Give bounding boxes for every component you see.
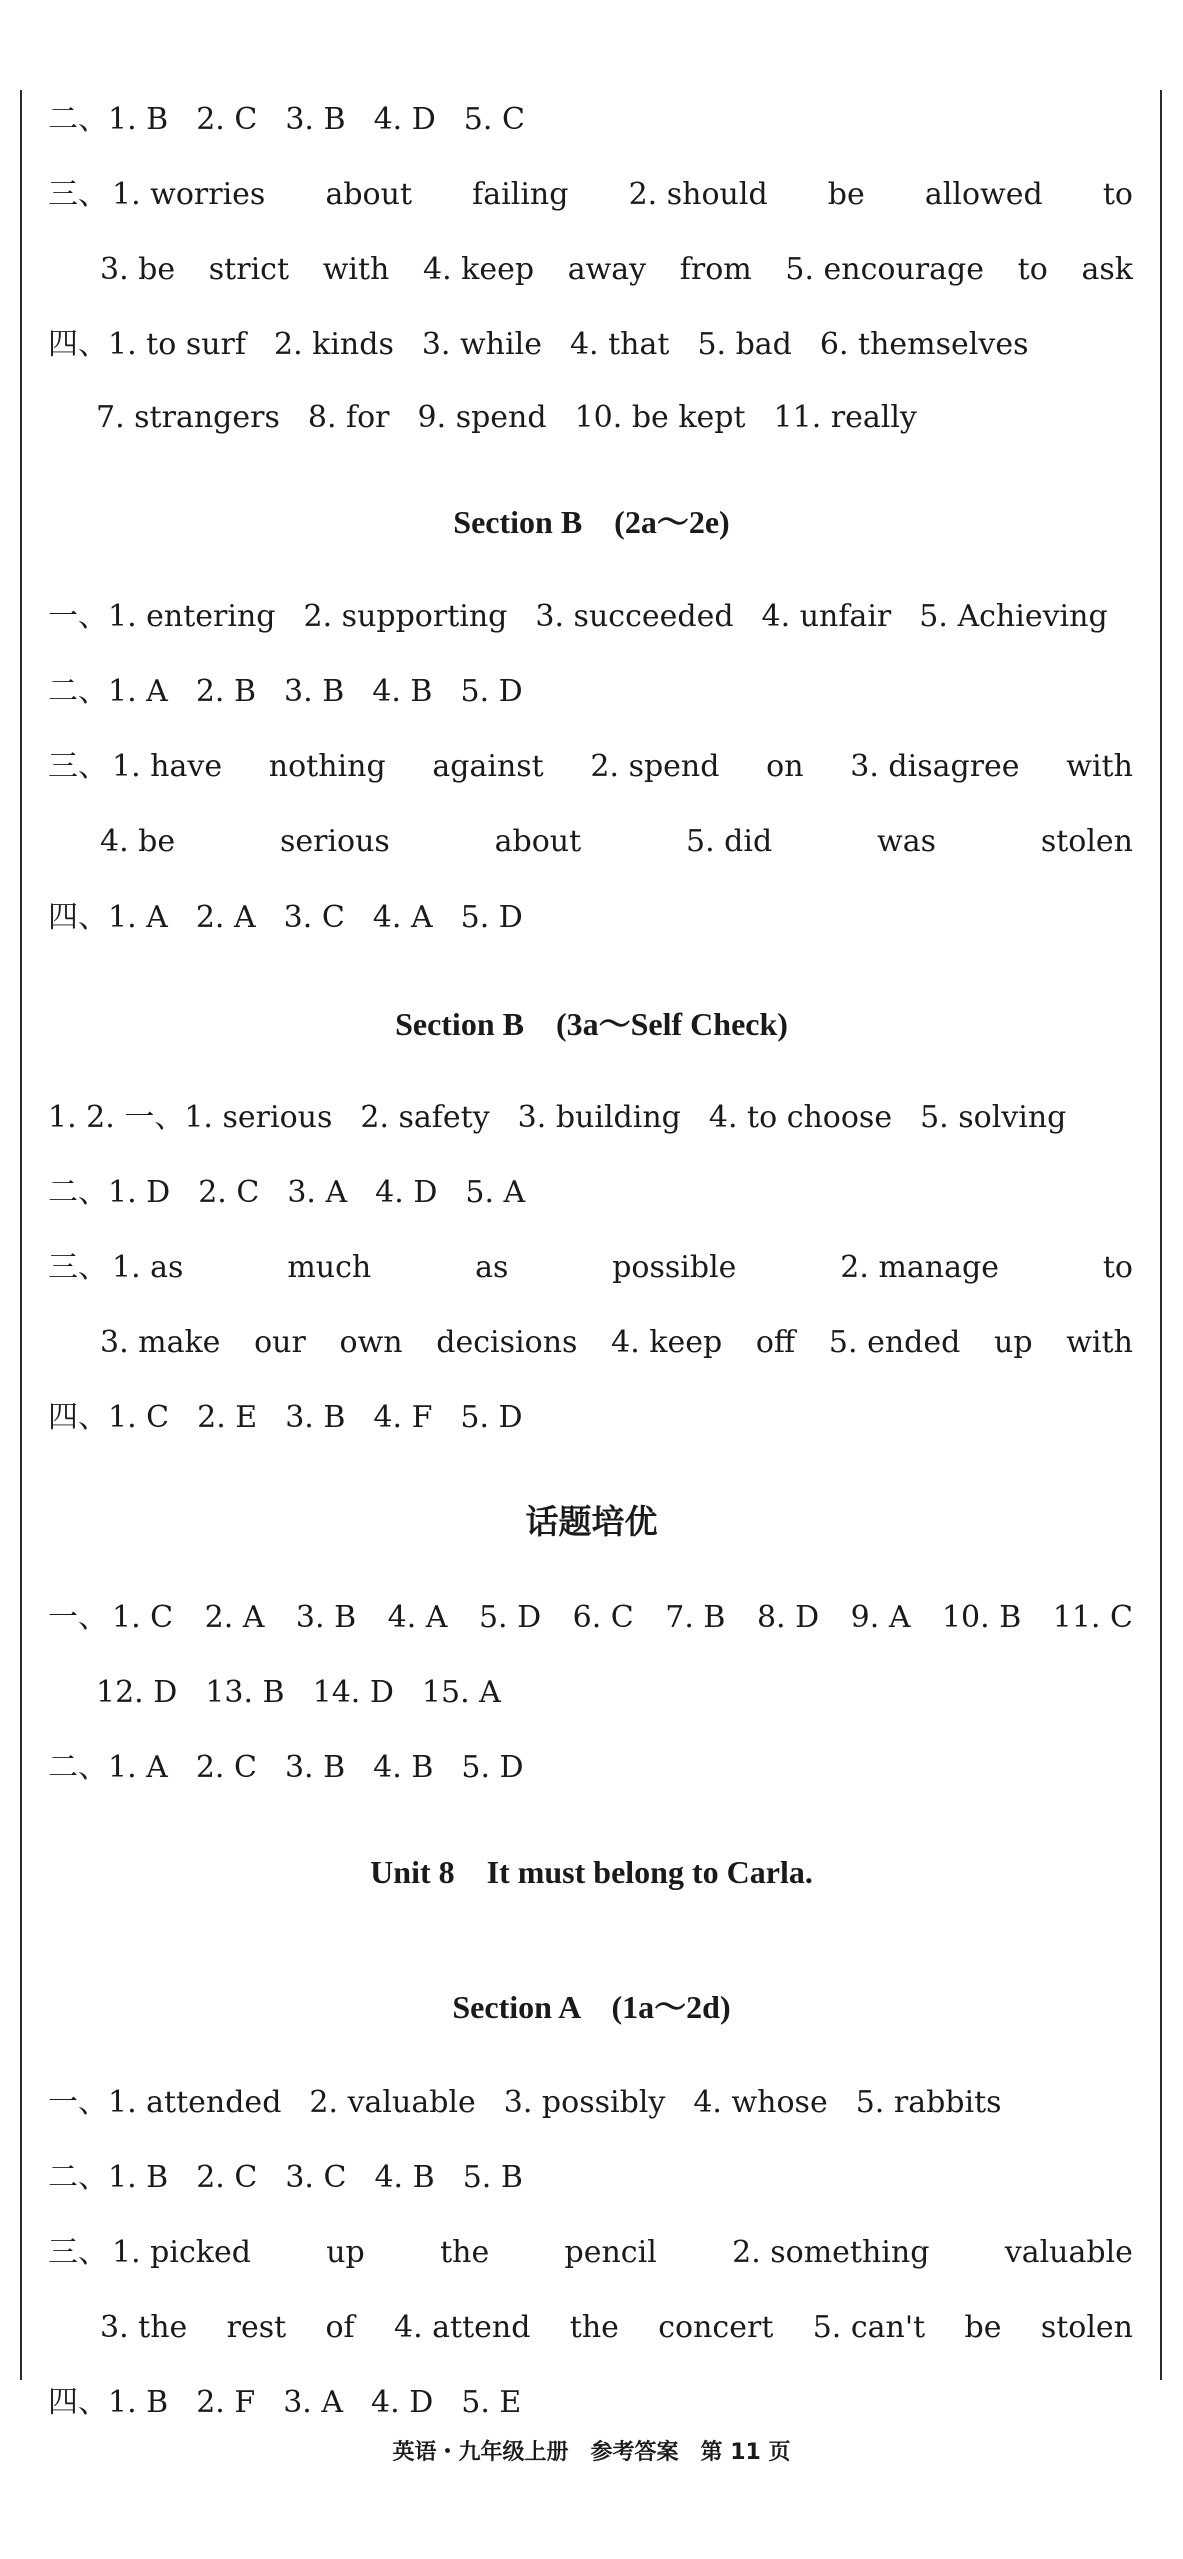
left-margin-rule — [20, 90, 22, 2380]
right-margin-rule — [1160, 90, 1162, 2380]
answer-item: 5. D — [478, 1600, 542, 1635]
answer-item: 4. D — [371, 2385, 434, 2420]
answer-item: 5. D — [460, 674, 523, 709]
answer-item: allowed — [924, 177, 1043, 212]
answer-item: 5. encourage — [785, 252, 984, 287]
answer-item: 5. solving — [920, 1100, 1067, 1135]
question-group-label: 一、 — [48, 2085, 108, 2120]
answer-item: 4. F — [373, 1400, 433, 1435]
answer-item: 6. themselves — [819, 327, 1029, 362]
answer-item: decisions — [436, 1325, 578, 1360]
answer-item: much — [287, 1250, 372, 1285]
answer-item: 4. be — [100, 824, 176, 859]
section-heading: Unit 8 It must belong to Carla. — [370, 1854, 813, 1890]
answer-line — [96, 2308, 1133, 2348]
answer-item: 3. B — [284, 674, 345, 709]
answer-item: rest — [226, 2310, 287, 2345]
question-group-label: 1. 2. 一、 — [48, 1100, 185, 1135]
answer-item: 12. D — [96, 1675, 178, 1710]
answer-item: 1. D — [108, 1175, 171, 1210]
answer-item: 5. bad — [697, 327, 792, 362]
answer-item: 2. safety — [360, 1100, 490, 1135]
answer-item: 5. Achieving — [919, 599, 1108, 634]
answer-item: ask — [1081, 252, 1133, 287]
answer-line — [96, 250, 1133, 290]
question-group-label: 一、 — [48, 599, 108, 634]
answer-item: 7. B — [665, 1600, 726, 1635]
answer-item: 1. C — [108, 1400, 170, 1435]
answer-item: 5. can't — [812, 2310, 926, 2345]
answer-item: 3. B — [295, 1600, 357, 1635]
answer-line — [96, 1673, 1133, 1713]
answer-item: 5. A — [465, 1175, 526, 1210]
page-footer: 英语・九年级上册 参考答案 第 11 页 — [392, 2440, 791, 2465]
section-heading: Section A (1a～2d) — [452, 1989, 731, 2025]
answer-item: 4. A — [387, 1600, 448, 1635]
answer-item: 3. A — [287, 1175, 348, 1210]
answer-items — [100, 2308, 1133, 2348]
answer-item: 1. A — [108, 1750, 168, 1785]
answer-item: 3. A — [283, 2385, 344, 2420]
answer-item: about — [325, 177, 412, 212]
answer-item: 10. be kept — [574, 400, 746, 435]
answer-items — [112, 175, 1133, 215]
answer-item: 3. disagree — [850, 749, 1020, 784]
answer-item: 11. really — [773, 400, 917, 435]
answer-item: from — [679, 252, 752, 287]
question-group-label: 二、 — [48, 1750, 108, 1785]
answer-item: 1. to surf — [108, 327, 246, 362]
answer-item: 3. B — [284, 1750, 346, 1785]
question-group-label: 三、 — [48, 1250, 108, 1285]
answer-item: 2. A — [195, 900, 256, 935]
answer-item: 3. be — [100, 252, 176, 287]
answer-line — [48, 747, 1133, 787]
question-group-label: 二、 — [48, 102, 108, 137]
answer-item: 1. A — [108, 674, 168, 709]
question-group-label: 二、 — [48, 1175, 108, 1210]
section-heading: Section B (3a～Self Check) — [395, 1006, 788, 1042]
answer-line — [48, 2233, 1133, 2273]
answer-item: 4. keep — [611, 1325, 723, 1360]
answer-item: stolen — [1040, 2310, 1133, 2345]
answer-item: 2. manage — [840, 1250, 999, 1285]
answer-item: up — [326, 2235, 365, 2270]
answer-item: 7. strangers — [96, 400, 280, 435]
answer-item: 5. D — [461, 1750, 524, 1785]
answer-item: to — [1102, 1250, 1133, 1285]
answer-item: 4. that — [569, 327, 670, 362]
answer-items — [112, 1248, 1133, 1288]
answer-item: 2. valuable — [309, 2085, 476, 2120]
answer-item: up — [994, 1325, 1033, 1360]
answer-item: about — [494, 824, 582, 859]
answer-item: 4. D — [373, 102, 436, 137]
answer-item: 2. something — [732, 2235, 930, 2270]
answer-item: 4. attend — [394, 2310, 531, 2345]
answer-item: 1. B — [108, 102, 169, 137]
answer-item: 2. should — [628, 177, 768, 212]
answer-items — [112, 1598, 1133, 1638]
answer-item: 3. possibly — [503, 2085, 666, 2120]
answer-item: 1. C — [112, 1600, 174, 1635]
answer-item: 11. C — [1052, 1600, 1133, 1635]
question-group-label: 三、 — [48, 749, 108, 784]
answer-line — [48, 325, 1133, 365]
answer-item: 3. C — [285, 2160, 347, 2195]
answer-item: 2. E — [197, 1400, 258, 1435]
answer-item: be — [964, 2310, 1002, 2345]
answer-items — [100, 250, 1133, 290]
answer-item: possible — [612, 1250, 737, 1285]
answer-item: 1. B — [108, 2385, 169, 2420]
answer-item: 1. picked — [112, 2235, 251, 2270]
answer-item: with — [1066, 1325, 1133, 1360]
answer-line — [48, 175, 1133, 215]
answer-item: 14. D — [312, 1675, 394, 1710]
answer-item: of — [325, 2310, 355, 2345]
section-heading: 话题培优 — [525, 1502, 658, 1541]
answer-item: 2. C — [196, 2160, 258, 2195]
answer-item: 4. D — [375, 1175, 438, 1210]
answer-item: as — [475, 1250, 509, 1285]
answer-line — [48, 1248, 1133, 1288]
answer-item: 1. B — [108, 2160, 169, 2195]
answer-item: our — [254, 1325, 306, 1360]
answer-item: 6. C — [572, 1600, 634, 1635]
answer-items — [100, 822, 1133, 862]
answer-item: 2. F — [196, 2385, 256, 2420]
answer-line — [96, 822, 1133, 862]
answer-item: 3. B — [285, 1400, 346, 1435]
section-heading: Section B (2a～2e) — [453, 504, 730, 540]
answer-item: 4. B — [374, 2160, 435, 2195]
answer-item: 4. A — [372, 900, 433, 935]
question-group-label: 二、 — [48, 674, 108, 709]
answer-item: away — [567, 252, 647, 287]
answer-item: to — [1102, 177, 1133, 212]
answer-item: serious — [279, 824, 390, 859]
answer-item: 2. C — [196, 102, 258, 137]
answer-item: 8. D — [756, 1600, 820, 1635]
answer-item: 4. keep — [423, 252, 535, 287]
answer-item: to — [1017, 252, 1048, 287]
answer-item: 4. unfair — [761, 599, 892, 634]
answer-line — [48, 597, 1133, 637]
question-group-label: 三、 — [48, 177, 108, 212]
answer-item: 2. kinds — [273, 327, 394, 362]
answer-item: 3. make — [100, 1325, 221, 1360]
answer-line — [48, 2158, 1133, 2198]
answer-item: 5. E — [461, 2385, 522, 2420]
answer-item: 5. ended — [828, 1325, 961, 1360]
answer-item: 5. D — [460, 900, 523, 935]
answer-item: 10. B — [941, 1600, 1022, 1635]
answer-item: 5. C — [463, 102, 525, 137]
answer-item: against — [432, 749, 544, 784]
question-group-label: 四、 — [48, 2385, 108, 2420]
answer-item: 4. B — [372, 674, 433, 709]
answer-item: 1. have — [112, 749, 223, 784]
answer-item: 9. spend — [417, 400, 547, 435]
answer-line — [48, 2083, 1133, 2123]
answer-item: 9. A — [850, 1600, 911, 1635]
question-group-label: 四、 — [48, 1400, 108, 1435]
answer-item: 1. worries — [112, 177, 266, 212]
answer-item: 4. B — [373, 1750, 434, 1785]
answer-line — [96, 1323, 1133, 1363]
answer-line — [48, 1098, 1133, 1138]
answer-item: 2. C — [195, 1750, 257, 1785]
answer-line — [48, 1398, 1133, 1438]
question-group-label: 四、 — [48, 900, 108, 935]
answer-line — [48, 672, 1133, 712]
answer-item: strict — [208, 252, 290, 287]
answer-item: 5. did — [686, 824, 773, 859]
answer-line — [48, 100, 1133, 140]
answer-item: 3. succeeded — [535, 599, 734, 634]
answer-item: the — [569, 2310, 619, 2345]
answer-item: off — [755, 1325, 796, 1360]
answer-item: 1. attended — [108, 2085, 282, 2120]
answer-items — [100, 1323, 1133, 1363]
answer-item: failing — [472, 177, 569, 212]
answer-line — [48, 898, 1133, 938]
answer-item: 4. to choose — [708, 1100, 893, 1135]
answer-item: 15. A — [421, 1675, 501, 1710]
answer-item: with — [322, 252, 390, 287]
question-group-label: 四、 — [48, 327, 108, 362]
answer-line — [48, 2383, 1133, 2423]
answer-item: 13. B — [205, 1675, 285, 1710]
answer-item: 2. spend — [590, 749, 720, 784]
answer-item: 3. building — [517, 1100, 681, 1135]
answer-item: with — [1066, 749, 1133, 784]
answer-item: 1. serious — [184, 1100, 333, 1135]
answer-line — [48, 1598, 1133, 1638]
answer-item: 3. C — [283, 900, 345, 935]
answer-item: 1. as — [112, 1250, 184, 1285]
answer-item: 2. C — [198, 1175, 260, 1210]
question-group-label: 一、 — [48, 1600, 108, 1635]
answer-item: 5. B — [462, 2160, 523, 2195]
answer-item: be — [827, 177, 865, 212]
answer-item: concert — [658, 2310, 774, 2345]
answer-item: the — [440, 2235, 490, 2270]
answer-line — [48, 1173, 1133, 1213]
answer-item: 3. while — [421, 327, 542, 362]
answer-line — [48, 1748, 1133, 1788]
answer-item: 3. the — [100, 2310, 188, 2345]
answer-item: stolen — [1040, 824, 1133, 859]
answer-item: own — [339, 1325, 403, 1360]
answer-item: 5. rabbits — [855, 2085, 1002, 2120]
answer-item: 4. whose — [693, 2085, 828, 2120]
answer-item: pencil — [564, 2235, 657, 2270]
answer-item: 8. for — [307, 400, 390, 435]
question-group-label: 三、 — [48, 2235, 108, 2270]
answer-item: 1. entering — [108, 599, 276, 634]
answer-line — [96, 398, 1133, 438]
answer-items — [112, 2233, 1133, 2273]
answer-item: was — [877, 824, 936, 859]
answer-item: 5. D — [460, 1400, 523, 1435]
answer-item: valuable — [1004, 2235, 1133, 2270]
answer-item: 1. A — [108, 900, 168, 935]
answer-item: nothing — [268, 749, 386, 784]
question-group-label: 二、 — [48, 2160, 108, 2195]
answer-item: 2. supporting — [303, 599, 508, 634]
answer-item: 2. A — [204, 1600, 265, 1635]
answer-items — [112, 747, 1133, 787]
answer-item: 2. B — [195, 674, 257, 709]
answer-item: on — [766, 749, 804, 784]
answer-item: 3. B — [285, 102, 346, 137]
